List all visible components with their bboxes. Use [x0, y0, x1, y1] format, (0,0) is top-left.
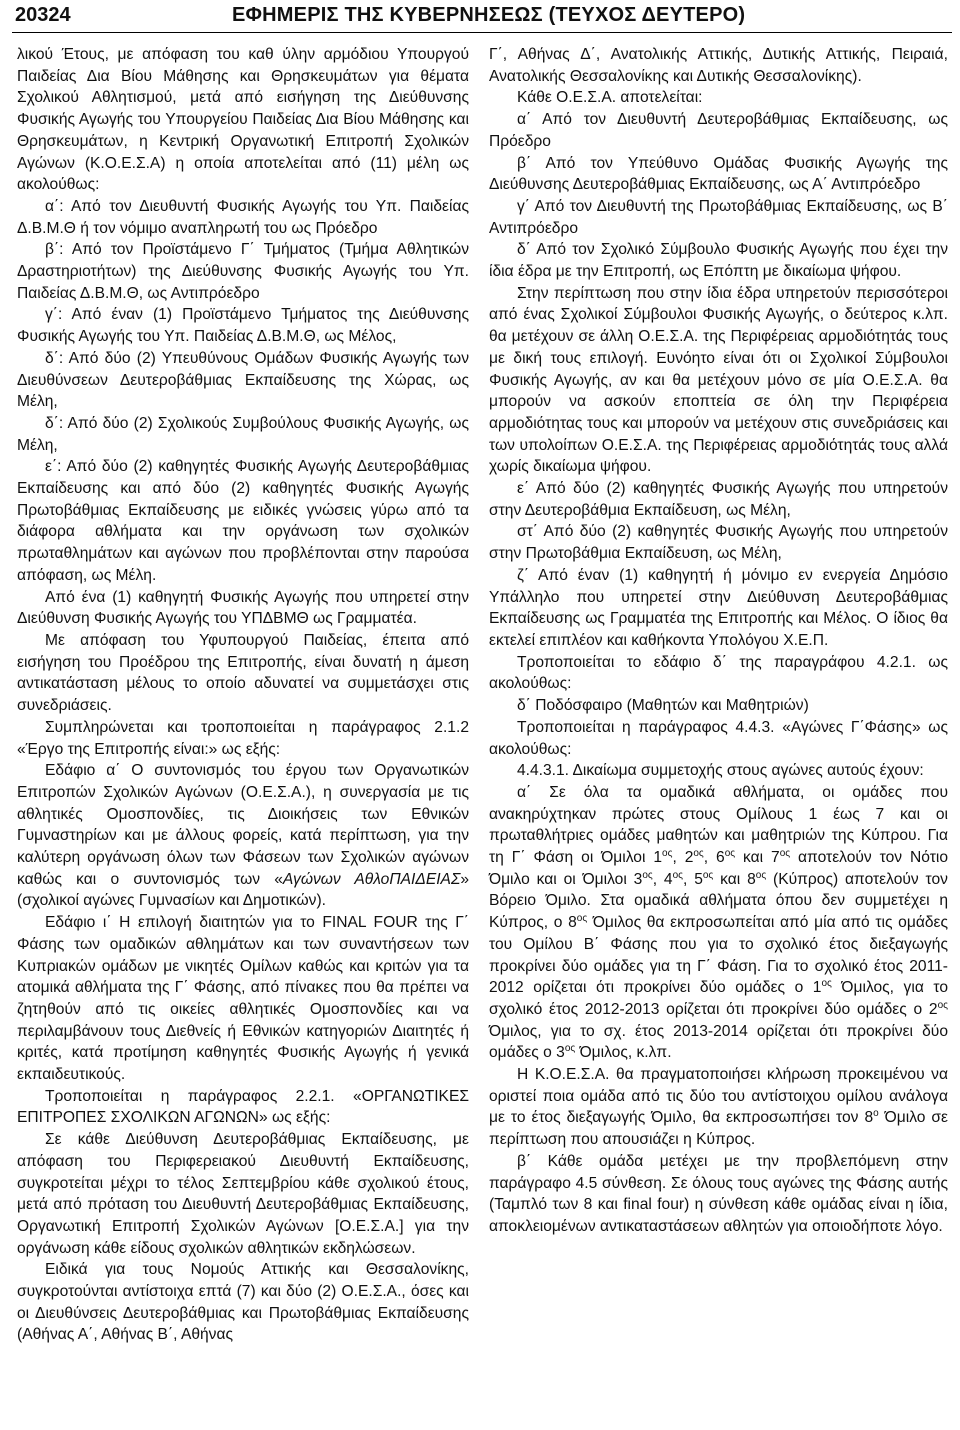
paragraph: Τροποποιείται το εδάφιο δ΄ της παραγράφου 4.2.1. ως ακολούθως:: [489, 653, 948, 693]
games-name: Αγώνων ΑθλοΠΑΙΔΕΙΑΣ: [282, 870, 461, 888]
paragraph: β΄ Κάθε ομάδα μετέχει με την προβλεπόμενη στην παράγραφο 4.5 σύνθεση. Σε όλους τους αγώνες της Φάσης αυτής (Ταμπλό των 8 και final four) η σύνθεση κάθε ομάδας είναι η ίδια, αποκλειομένων αντικαταστάσεων αθλητών για οποιοδήποτε λόγο.: [489, 1152, 948, 1235]
paragraph: δ΄: Από δύο (2) Υπευθύνους Ομάδων Φυσικής Αγωγής των Διευθύνσεων Δευτεροβάθμιας Εκπαίδευσης της Χώρας, ως Μέλη,: [17, 349, 469, 411]
paragraph: Κάθε Ο.Ε.Σ.Α. αποτελείται:: [517, 89, 703, 107]
paragraph: Εδάφιο ι΄ Η επιλογή διαιτητών για το FINAL FOUR της Γ΄ Φάσης των ομαδικών αθλημάτων και των συναντήσεων των Κυπριακών ομάδων με νικητές Ομίλων καθώς και κριτών για τα ατομικά αθλήματα της Γ΄ Φάσης, από πίνακες που θα πρέπει να ζητηθούν από τις οικείες αθλητικές Ομοσπονδίες και να περιλαμβάνουν τους Διεθνείς ή Εθνικών κατηγοριών Διαιτητές ή κριτές, κατά προτίμηση καθηγητές Φυσικής Αγωγής ή γενικά εκπαιδευτικούς.: [17, 914, 469, 1084]
paragraph: δ΄ Ποδόσφαιρο (Μαθητών και Μαθητριών): [517, 697, 809, 715]
paragraph: α΄ Από τον Διευθυντή Δευτεροβάθμιας Εκπαίδευσης, ως Πρόεδρο: [489, 111, 948, 150]
paragraph: Η Κ.Ο.Ε.Σ.Α. θα πραγματοποιήσει κλήρωση προκειμένου να οριστεί ποια ομάδα από τις δύο του αντίστοιχου ομίλου ανάλογα με το έτος διεξαγωγής Όμιλο, θα εκπροσωπήσει τον $8^o$ Όμιλο σε περίπτωση που απουσιάζει η Κύπρος.: [489, 1066, 948, 1149]
right-column: [489, 44, 948, 1238]
paragraph: στ΄ Από δύο (2) καθηγητές Φυσικής Αγωγής που υπηρετούν στην Πρωτοβάθμια Εκπαίδευση, ως Μέλη,: [489, 523, 948, 563]
paragraph: Γ΄, Αθήνας Δ΄, Ανατολικής Αττικής, Δυτικής Αττικής, Πειραιά, Ανατολικής Θεσσαλονίκης και Δυτικής Θεσσαλονίκης).: [489, 46, 948, 85]
paragraph: γ΄ Από τον Διευθυντή της Πρωτοβάθμιας Εκπαίδευσης, ως Β΄ Αντιπρόεδρο: [489, 197, 948, 237]
paragraph: α΄ Σε όλα τα ομαδικά αθλήματα, οι ομάδες που ανακηρύχτηκαν πρώτες στους Ομίλους 1 έως 7 και οι πρωταθλήτριες ομάδες μαθητών και μαθητριών της Κύπρου. Για τη Γ΄ Φάση οι Όμιλοι $1^{o\varsigma}$, $2^{o\varsigma}$, $6^{o\varsigma}$ και $7^{o\varsigma}$ αποτελούν τον Νότιο Όμιλο και οι Όμιλοι $3^{o\varsigma}$, $4^{o\varsigma}$, $5^{o\varsigma}$ και $8^{o\varsigma}$ (Κύπρος) αποτελούν τον Βόρειο Όμιλο. Στα ομαδικά αθλήματα όπου δεν συμμετέχει η Κύπρος, ο $8^{o\varsigma}$ Όμιλος θα εκπροσωπείται από μία από τις ομάδες του Ομίλου Β΄ Φάσης που για το σχολικό έτος διεξαγωγής προκρίνει δύο ομάδες για τη Γ΄ Φάση. Για το σχολικό έτος 2011-2012 ορίζεται ότι προκρίνει δύο ομάδες ο $1^{o\varsigma}$ Όμιλος, για το σχολικό έτος 2012-2013 ορίζεται ότι προκρίνει δύο ομάδες ο $2^{o\varsigma}$ Όμιλος, για το σχ. έτος 2013-2014 ορίζεται ότι προκρίνει δύο ομάδες ο $3^{o\varsigma}$ Όμιλος, κ.λπ.: [489, 783, 948, 1062]
paragraph: λικού Έτους, με απόφαση του καθ ύλην αρμόδιου Υπουργού Παιδείας Δια Βίου Μάθησης και Θρησκευμάτων για θέματα Σχολικού Αθλητισμού, μετά από εισήγηση της Διεύθυνσης Φυσικής Αγωγής του Υπουργείου Παιδείας Δια Βίου Μάθησης και Θρησκευμάτων, η Κεντρική Οργανωτική Επιτροπή Σχολικών Αγώνων (Κ.Ο.Ε.Σ.Α) η οποία αποτελείται από (11) μέλη ως ακολούθως:: [17, 46, 469, 194]
paragraph: Τροποποιείται η παράγραφος 2.2.1. «ΟΡΓΑΝΩΤΙΚΕΣ ΕΠΙΤΡΟΠΕΣ ΣΧΟΛΙΚΩΝ ΑΓΩΝΩΝ» ως εξής:: [17, 1087, 469, 1127]
paragraph: β΄: Από τον Προϊστάμενο Γ΄ Τμήματος (Τμήμα Αθλητικών Δραστηριοτήτων) της Διεύθυνσης Φυσικής Αγωγής του Υπ. Παιδείας Δ.Β.Μ.Θ, ως Αντιπρόεδρο: [17, 241, 469, 302]
paragraph: δ΄ Από τον Σχολικό Σύμβουλο Φυσικής Αγωγής που έχει την ίδια έδρα με την Επιτροπή, ως Επόπτη με δικαίωμα ψήφου.: [489, 241, 948, 281]
paragraph: Εδάφιο α΄ Ο συντονισμός του έργου των Οργανωτικών Επιτροπών Σχολικών Αγώνων (Ο.Ε.Σ.Α.), η συνεργασία με τις αθλητικές Ομοσπονδίες, τις Διοικήσεις των Εθνικών Γυμναστηρίων και με άλλους φορείς, κατά περίπτωση, για την καλύτερη οργάνωση όλων των Φάσεων των Σχολικών αγώνων καθώς και ο συντονισμός των «Αγώνων ΑθλοΠΑΙΔΕΙΑΣ» (σχολικοί αγώνες Γυμνασίων και Δημοτικών).: [17, 762, 469, 910]
left-column: [17, 44, 469, 1346]
paragraph: ε΄ Από δύο (2) καθηγητές Φυσικής Αγωγής που υπηρετούν στην Δευτεροβάθμια Εκπαίδευση, ως Μέλη,: [489, 480, 948, 519]
paragraph: 4.4.3.1. Δικαίωμα συμμετοχής στους αγώνες αυτούς έχουν:: [517, 762, 924, 780]
gazette-title: ΕΦΗΜΕΡΙΣ ΤΗΣ ΚΥΒΕΡΝΗΣΕΩΣ (ΤΕΥΧΟΣ ΔΕΥΤΕΡΟ): [232, 4, 746, 26]
paragraph: γ΄: Από έναν (1) Προϊστάμενο Τμήματος της Διεύθυνσης Φυσικής Αγωγής του Υπ. Παιδείας Δ.Β.Μ.Θ, ως Μέλος,: [17, 306, 469, 346]
paragraph: Τροποποιείται η παράγραφος 4.4.3. «Αγώνες Γ΄Φάσης» ως ακολούθως:: [489, 718, 948, 758]
paragraph: Με απόφαση του Υφυπουργού Παιδείας, έπειτα από εισήγηση του Προέδρου της Επιτροπής, είναι δυνατή η άμεση αντικατάσταση μέλους το οποίο αδυνατεί να συμμετάσχει στις συνεδριάσεις.: [17, 631, 469, 715]
paragraph: ζ΄ Από έναν (1) καθηγητή ή μόνιμο εν ενεργεία Δημόσιο Υπάλληλο που υπηρετεί στην Διεύθυνση Δευτεροβάθμιας Εκπαίδευσης ως Γραμματέα της Επιτροπής και Μέλος. Ο ίδιος θα εκτελεί επιπλέον και καθήκοντα Υπολόγου Χ.Ε.Π.: [489, 566, 948, 649]
paragraph: Από ένα (1) καθηγητή Φυσικής Αγωγής που υπηρετεί στην Διεύθυνση Φυσικής Αγωγής του ΥΠΔΒΜΘ ως Γραμματέα.: [17, 588, 469, 628]
page-number: 20324: [15, 4, 71, 26]
header-rule: [12, 32, 952, 33]
paragraph: ε΄: Από δύο (2) καθηγητές Φυσικής Αγωγής Δευτεροβάθμιας Εκπαίδευσης και από δύο (2) καθηγητές Φυσικής Αγωγής Πρωτοβάθμιας Εκπαίδευσης με ειδικές γνώσεις γύρω από τα διάφορα αθλήματα και την οργάνωση των σχολικών πρωταθλημάτων και αγώνων που προβλέπονται στην παρούσα απόφαση, ως Μέλη.: [17, 458, 469, 584]
paragraph: Ειδικά για τους Νομούς Αττικής και Θεσσαλονίκης, συγκροτούνται αντίστοιχα επτά (7) και δύο (2) Ο.Ε.Σ.Α., όσες και οι Διευθύνσεις Δευτεροβάθμιας και Πρωτοβάθμιας Εκπαίδευσης (Αθήνας Α΄, Αθήνας Β΄, Αθήνας: [17, 1261, 469, 1344]
paragraph: β΄ Από τον Υπεύθυνο Ομάδας Φυσικής Αγωγής της Διεύθυνσης Δευτεροβάθμιας Εκπαίδευσης, ως Α΄ Αντιπρόεδρο: [489, 154, 948, 194]
paragraph: Στην περίπτωση που στην ίδια έδρα υπηρετούν περισσότεροι από ένας Σχολικοί Σύμβουλοι Φυσικής Αγωγής, ο δεύτερος κ.λπ. θα μετέχουν σε άλλη Ο.Ε.Σ.Α. της Περιφέρειας αρμοδιότητάς τους με δική τους επιλογή. Ευνόητο είναι ότι οι Σχολικοί Σύμβουλοι Φυσικής Αγωγής, αν και θα μετέχουν μόνο σε μία Ο.Ε.Σ.Α. θα μπορούν να ασκούν εποπτεία σε όλη την Περιφέρεια αρμοδιότητας τους και μπορούν να μετέχουν στις συνεδριάσεις και των υπολοίπων Ο.Ε.Σ.Α. της Περιφέρειας αρμοδιότητάς τους αλλά χωρίς δικαίωμα ψήφου.: [489, 284, 948, 476]
paragraph: Συμπληρώνεται και τροποποιείται η παράγραφος 2.1.2 «Έργο της Επιτροπής είναι:» ως εξής:: [17, 718, 469, 758]
page-header: [0, 0, 960, 36]
paragraph: Σε κάθε Διεύθυνση Δευτεροβάθμιας Εκπαίδευσης, με απόφαση του Περιφερειακού Διευθυντή Εκπαίδευσης, συγκροτείται μέχρι το τέλος Σεπτεμβρίου κάθε σχολικού έτους, μετά από πρόταση του Διευθυντή Δευτεροβάθμιας Εκπαίδευσης, Οργανωτική Επιτροπή Σχολικών Αγώνων [Ο.Ε.Σ.Α.] για την οργάνωση κάθε είδους σχολικών αθλητικών εκδηλώσεων.: [17, 1131, 469, 1257]
paragraph: δ΄: Από δύο (2) Σχολικούς Συμβούλους Φυσικής Αγωγής, ως Μέλη,: [17, 414, 469, 454]
paragraph: α΄: Από τον Διευθυντή Φυσικής Αγωγής του Υπ. Παιδείας Δ.Β.Μ.Θ ή τον νόμιμο αναπληρωτή του ως Πρόεδρο: [17, 197, 469, 237]
